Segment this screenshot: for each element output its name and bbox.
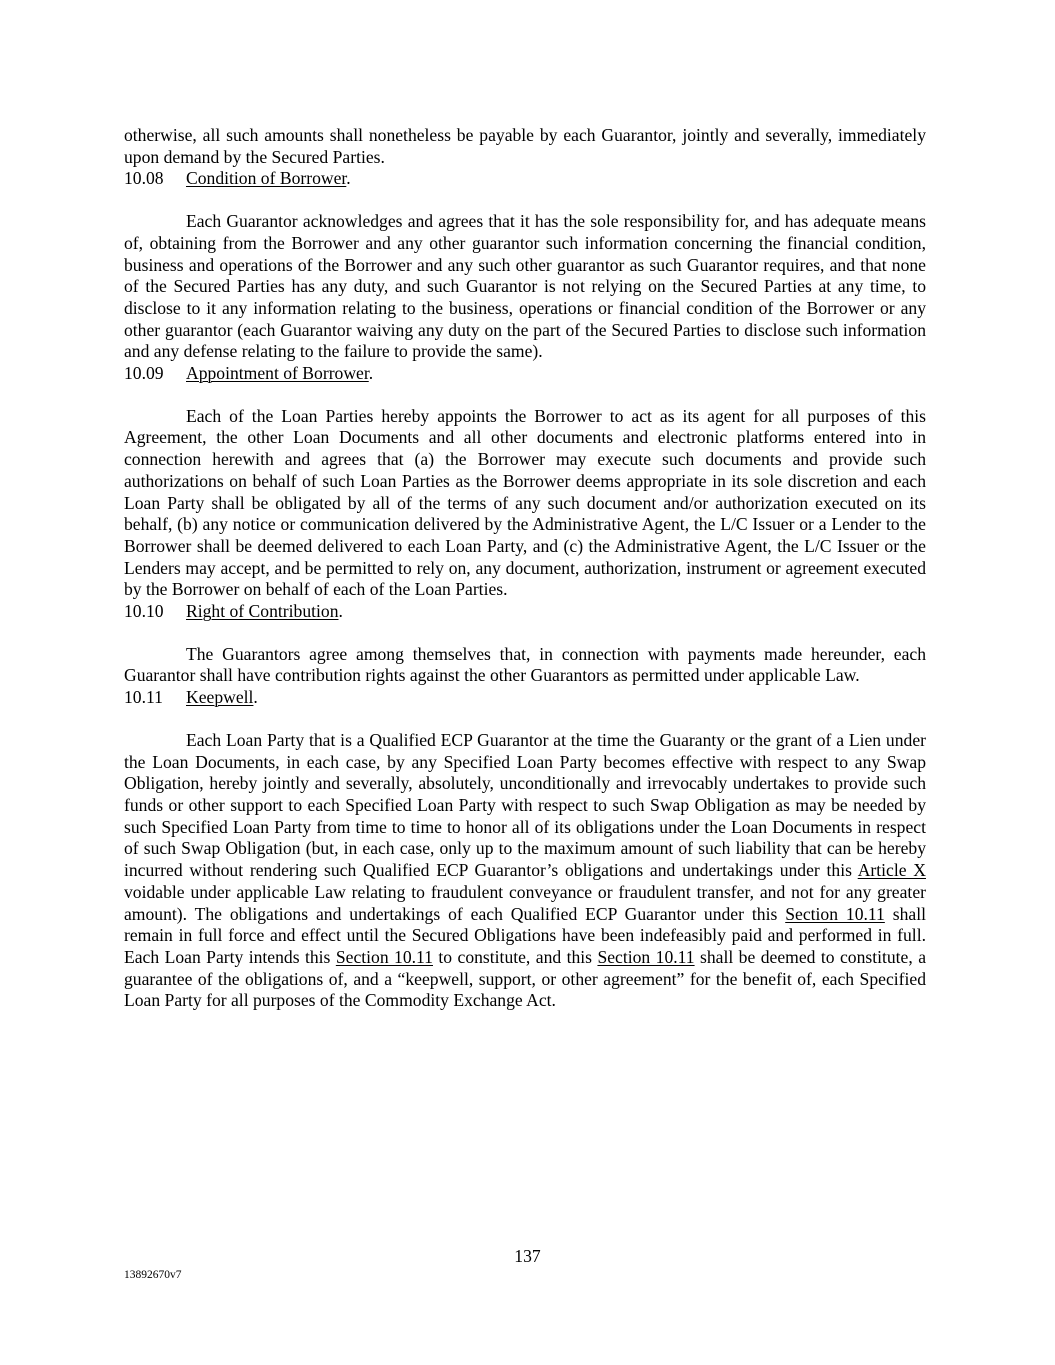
section-body-10-11: Each Loan Party that is a Qualified ECP Guarantor at the time the Guaranty or the grant of a Lien under the Loan Documents, in each case, by any Specified Loan Party becomes effective with respect to any Swap Obligation, hereby jointly and severally, absolutely, unconditionally and irrevocably undertakes to provide such funds or other support to each Specified Loan Party with respect to such Swap Obligation as may be needed by such Specified Loan Party from time to time to honor all of its obligations under the Loan Documents in respect of such Swap Obligation (but, in each case, only up to the maximum amount of such liability that can be hereby incurred without rendering such Qualified ECP Guarantor’s obligations and undertakings under this Article X voidable under applicable Law relating to fraudulent conveyance or fraudulent transfer, and not for any greater amount). The obligations and undertakings of each Qualified ECP Guarantor under this Section 10.11 shall remain in full force and effect until the Secured Obligations have been indefeasibly paid and performed in full. Each Loan Party intends this Section 10.11 to constitute, and this Section 10.11 shall be deemed to constitute, a guarantee of the obligations of, and a “keepwell, support, or other agreement” for the benefit of, each Specified Loan Party for all purposes of the Commodity Exchange Act. xyxy=(124,729,927,1011)
section-number: 10.10 xyxy=(124,601,164,622)
section-body-10-09: Each of the Loan Parties hereby appoints the Borrower to act as its agent for all purposes of this Agreement, the other Loan Documents and all other documents and electronic platforms entered into in connection herewith and agrees that (a) the Borrower may execute such documents and provide such authorizations on behalf of such Loan Parties as the Borrower deems appropriate in its sole discretion and each Loan Party shall be obligated by all of the terms of any such document and/or authorization executed on its behalf, (b) any notice or communication delivered by the Administrative Agent, the L/C Issuer or a Lender to the Borrower shall be deemed delivered to each Loan Party, and (c) the Administrative Agent, the L/C Issuer or the Lenders may accept, and be permitted to rely on, any document, authorization, instrument or agreement executed by the Borrower on behalf of each of the Loan Parties. xyxy=(124,405,926,600)
section-title: Appointment of Borrower xyxy=(186,363,369,384)
section-body-10-08: Each Guarantor acknowledges and agrees that it has the sole responsibility for, and has adequate means of, obtaining from the Borrower and any other guarantor such information concerning the financial condition, business and operations of the Borrower and any such other guarantor as such Guarantor requires, and that none of the Secured Parties has any duty, and such Guarantor is not relying on the Secured Parties at any time, to disclose to it any information relating to the business, operations or financial condition of the Borrower or any other guarantor (each Guarantor waiving any duty on the part of the Secured Parties to disclose such information and any defense relating to the failure to provide the same). xyxy=(124,211,926,362)
section-heading-10-09: 10.09 Appointment of Borrower. xyxy=(124,363,374,384)
section-title: Keepwell xyxy=(186,687,254,708)
cross-reference-article-x: Article X xyxy=(857,860,926,881)
section-heading-10-10: 10.10 Right of Contribution. xyxy=(124,601,343,622)
section-heading-10-08: 10.08 Condition of Borrower. xyxy=(124,168,351,189)
intro-paragraph: otherwise, all such amounts shall nonetheless be payable by each Guarantor, jointly and severally, immediately upon demand by the Secured Parties. xyxy=(124,125,926,167)
document-body xyxy=(124,125,926,1012)
cross-reference-section-10-11: Section 10.11 xyxy=(335,946,433,967)
section-title: Right of Contribution xyxy=(186,601,339,622)
section-number: 10.11 xyxy=(124,687,163,708)
cross-reference-section-10-11: Section 10.11 xyxy=(785,903,885,924)
section-title: Condition of Borrower xyxy=(186,168,347,189)
section-heading-10-11: 10.11 Keepwell. xyxy=(124,687,258,708)
section-number: 10.08 xyxy=(124,168,164,189)
section-number: 10.09 xyxy=(124,363,164,384)
page-number: 137 xyxy=(514,1246,541,1266)
section-body-10-10: The Guarantors agree among themselves that, in connection with payments made hereunder, each Guarantor shall have contribution rights against the other Guarantors as permitted under applicable Law. xyxy=(124,643,926,686)
document-id: 13892670v7 xyxy=(124,1269,182,1281)
cross-reference-section-10-11: Section 10.11 xyxy=(597,946,695,967)
